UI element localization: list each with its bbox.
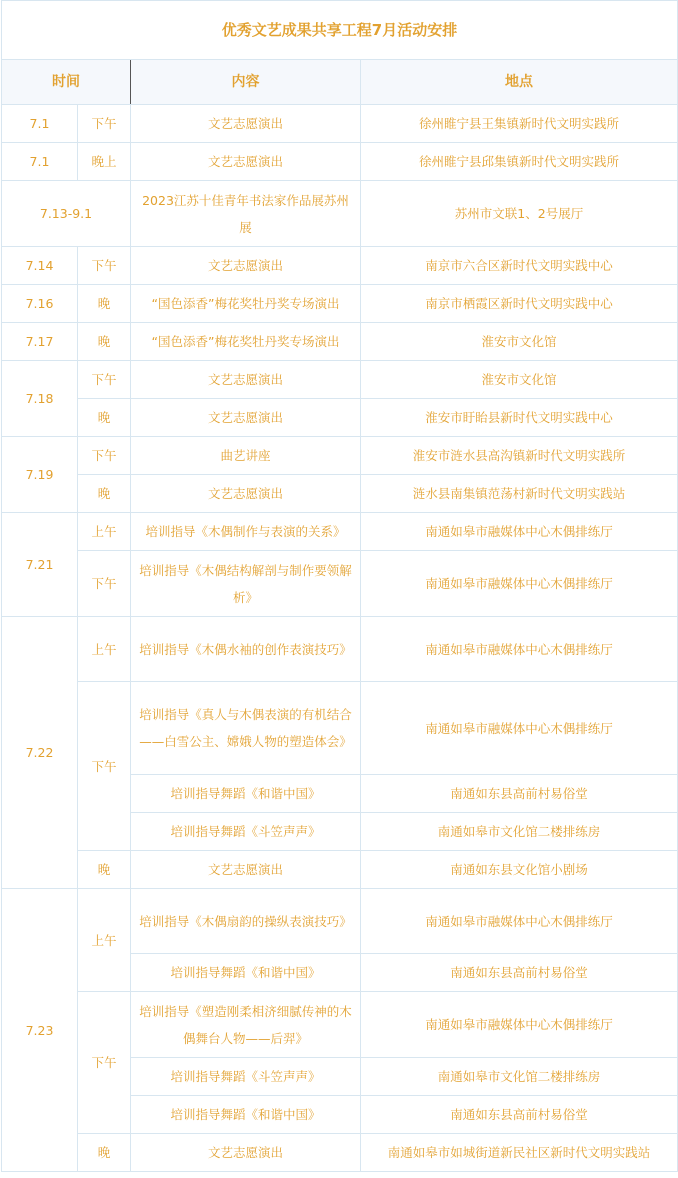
table-row [2, 551, 678, 617]
venue-cell: 徐州睢宁县王集镇新时代文明实践所 [361, 105, 678, 143]
content-cell: 文艺志愿演出 [131, 247, 361, 285]
content-cell: “国色添香”梅花奖牡丹奖专场演出 [131, 285, 361, 323]
venue-cell: 淮安市盱眙县新时代文明实践中心 [361, 399, 678, 437]
content-cell: 培训指导舞蹈《和谐中国》 [131, 1096, 361, 1134]
period-cell: 下午 [78, 992, 131, 1134]
table-row [2, 285, 678, 323]
period-cell: 晚 [78, 1134, 131, 1172]
table-row [2, 1134, 678, 1172]
period-cell: 晚 [78, 475, 131, 513]
content-cell: 培训指导舞蹈《斗笠声声》 [131, 813, 361, 851]
period-cell: 晚 [78, 851, 131, 889]
date-cell: 7.21 [2, 513, 78, 617]
venue-cell: 南通如皋市文化馆二楼排练房 [361, 1058, 678, 1096]
table-row [2, 682, 678, 775]
period-cell: 晚上 [78, 143, 131, 181]
table-row [2, 513, 678, 551]
header-venue: 地点 [361, 60, 678, 105]
venue-cell: 南通如皋市融媒体中心木偶排练厅 [361, 617, 678, 682]
venue-cell: 南通如皋市融媒体中心木偶排练厅 [361, 513, 678, 551]
table-row [2, 361, 678, 399]
header-row [2, 60, 678, 105]
content-cell: 培训指导《塑造刚柔相济细腻传神的木偶舞台人物——后羿》 [131, 992, 361, 1058]
venue-cell: 淮安市涟水县高沟镇新时代文明实践所 [361, 437, 678, 475]
period-cell: 下午 [78, 682, 131, 851]
venue-cell: 南通如东县文化馆小剧场 [361, 851, 678, 889]
content-cell: 文艺志愿演出 [131, 851, 361, 889]
date-cell: 7.18 [2, 361, 78, 437]
date-cell: 7.16 [2, 285, 78, 323]
venue-cell: 苏州市文联1、2号展厅 [361, 181, 678, 247]
table-row [2, 475, 678, 513]
table-row [2, 992, 678, 1058]
content-cell: 培训指导《真人与木偶表演的有机结合——白雪公主、嫦娥人物的塑造体会》 [131, 682, 361, 775]
venue-cell: 南通如皋市如城街道新民社区新时代文明实践站 [361, 1134, 678, 1172]
table-row [2, 105, 678, 143]
table-row [2, 399, 678, 437]
content-cell: 曲艺讲座 [131, 437, 361, 475]
table-row [2, 851, 678, 889]
venue-cell: 南通如皋市文化馆二楼排练房 [361, 813, 678, 851]
period-cell: 下午 [78, 247, 131, 285]
content-cell: 文艺志愿演出 [131, 475, 361, 513]
period-cell: 晚 [78, 285, 131, 323]
venue-cell: 淮安市文化馆 [361, 361, 678, 399]
content-cell: 培训指导舞蹈《和谐中国》 [131, 954, 361, 992]
venue-cell: 南通如东县高前村易俗堂 [361, 775, 678, 813]
table-row [2, 437, 678, 475]
content-cell: 文艺志愿演出 [131, 143, 361, 181]
venue-cell: 南通如皋市融媒体中心木偶排练厅 [361, 889, 678, 954]
period-cell: 下午 [78, 437, 131, 475]
content-cell: “国色添香”梅花奖牡丹奖专场演出 [131, 323, 361, 361]
period-cell: 晚 [78, 323, 131, 361]
period-cell: 下午 [78, 105, 131, 143]
content-cell: 文艺志愿演出 [131, 361, 361, 399]
period-cell: 上午 [78, 513, 131, 551]
table-title: 优秀文艺成果共享工程7月活动安排 [2, 1, 678, 60]
period-cell: 下午 [78, 551, 131, 617]
table-row [2, 143, 678, 181]
venue-cell: 南京市栖霞区新时代文明实践中心 [361, 285, 678, 323]
content-cell: 培训指导舞蹈《斗笠声声》 [131, 1058, 361, 1096]
venue-cell: 徐州睢宁县邱集镇新时代文明实践所 [361, 143, 678, 181]
title-row [2, 1, 678, 60]
content-cell: 培训指导《木偶结构解剖与制作要领解析》 [131, 551, 361, 617]
venue-cell: 南通如皋市融媒体中心木偶排练厅 [361, 992, 678, 1058]
table-row [2, 889, 678, 954]
table-row [2, 181, 678, 247]
date-cell: 7.17 [2, 323, 78, 361]
date-cell: 7.13-9.1 [2, 181, 131, 247]
schedule-table [1, 0, 678, 1172]
date-cell: 7.1 [2, 105, 78, 143]
date-cell: 7.23 [2, 889, 78, 1172]
content-cell: 培训指导《木偶水袖的创作表演技巧》 [131, 617, 361, 682]
venue-cell: 南通如东县高前村易俗堂 [361, 1096, 678, 1134]
venue-cell: 南通如东县高前村易俗堂 [361, 954, 678, 992]
content-cell: 培训指导舞蹈《和谐中国》 [131, 775, 361, 813]
period-cell: 上午 [78, 889, 131, 992]
venue-cell: 南通如皋市融媒体中心木偶排练厅 [361, 682, 678, 775]
header-content: 内容 [131, 60, 361, 105]
content-cell: 文艺志愿演出 [131, 105, 361, 143]
table-row [2, 323, 678, 361]
table-row [2, 617, 678, 682]
date-cell: 7.14 [2, 247, 78, 285]
date-cell: 7.19 [2, 437, 78, 513]
content-cell: 培训指导《木偶扇韵的操纵表演技巧》 [131, 889, 361, 954]
venue-cell: 南通如皋市融媒体中心木偶排练厅 [361, 551, 678, 617]
period-cell: 晚 [78, 399, 131, 437]
content-cell: 培训指导《木偶制作与表演的关系》 [131, 513, 361, 551]
venue-cell: 南京市六合区新时代文明实践中心 [361, 247, 678, 285]
period-cell: 上午 [78, 617, 131, 682]
table-row [2, 247, 678, 285]
content-cell: 2023江苏十佳青年书法家作品展苏州展 [131, 181, 361, 247]
venue-cell: 涟水县南集镇范荡村新时代文明实践站 [361, 475, 678, 513]
content-cell: 文艺志愿演出 [131, 399, 361, 437]
content-cell: 文艺志愿演出 [131, 1134, 361, 1172]
date-cell: 7.22 [2, 617, 78, 889]
venue-cell: 淮安市文化馆 [361, 323, 678, 361]
period-cell: 下午 [78, 361, 131, 399]
date-cell: 7.1 [2, 143, 78, 181]
header-time: 时间 [2, 60, 131, 105]
